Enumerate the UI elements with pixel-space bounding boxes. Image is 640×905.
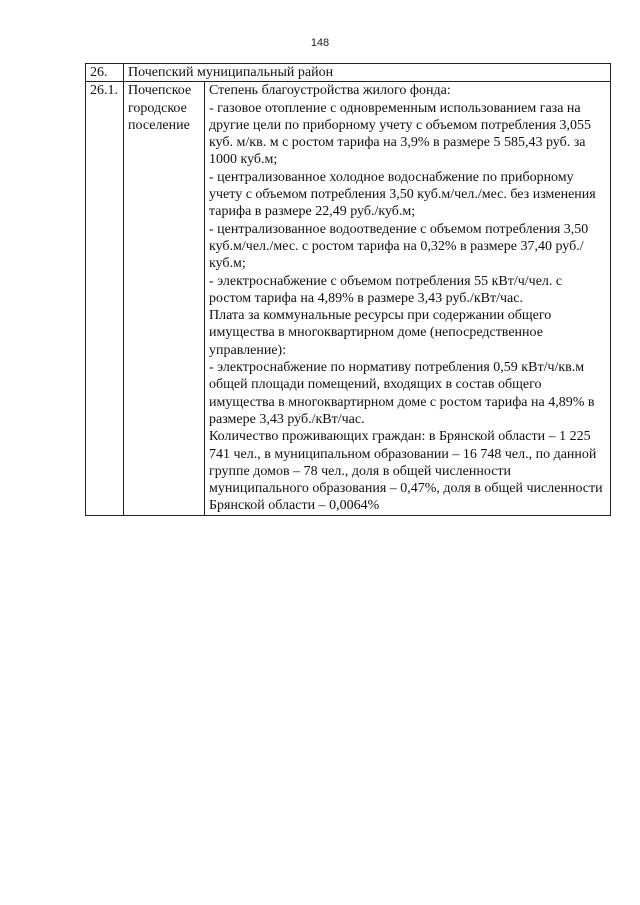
details-line: Степень благоустройства жилого фонда: [209,83,451,99]
district-name: Почепский муниципальный район [124,64,611,82]
settlement-details [205,82,611,515]
details-line: Количество проживающих граждан: в Брянской области – 1 225 741 чел., в муниципальном образовании – 16 748 чел., по данной группе домов – 78 чел., доля в общей численности муниципального образования – 0,47%, доля в общей численности Брянской области – 0,0064% [209,429,603,514]
tariff-table [85,63,611,516]
table-row-district [86,64,611,82]
details-line: - централизованное водоотведение с объемом потребления 3,50 куб.м/чел./мес. с ростом тарифа на 0,32% в размере 37,40 руб./куб.м; [209,221,589,272]
table-row-settlement [86,82,611,515]
details-line: - газовое отопление с одновременным использованием газа на другие цели по приборному учету с объемом потребления 3,055 куб. м/кв. м с ростом тарифа на 3,9% в размере 5 585,43 руб. за 1000 куб.м; [209,100,592,168]
district-number: 26. [86,64,124,82]
settlement-name: Почепское городское поселение [124,82,205,515]
details-line: Плата за коммунальные ресурсы при содержании общего имущества в многоквартирном доме (непосредственное управление): [209,308,552,358]
details-line: - электроснабжение по нормативу потребления 0,59 кВт/ч/кв.м общей площади помещений, входящих в состав общего имущества в многоквартирном доме с ростом тарифа на 4,89% в размере 3,43 руб./кВт/час. [209,360,595,427]
page-number: 148 [310,37,330,49]
details-line: - централизованное холодное водоснабжение по приборному учету с объемом потребления 3,50 куб.м/чел./мес. без изменения тарифа в размере 22,49 руб./куб.м; [209,169,596,220]
details-line: - электроснабжение с объемом потребления 55 кВт/ч/чел. с ростом тарифа на 4,89% в размере 3,43 руб./кВт/час. [209,273,563,306]
settlement-number: 26.1. [86,82,124,515]
